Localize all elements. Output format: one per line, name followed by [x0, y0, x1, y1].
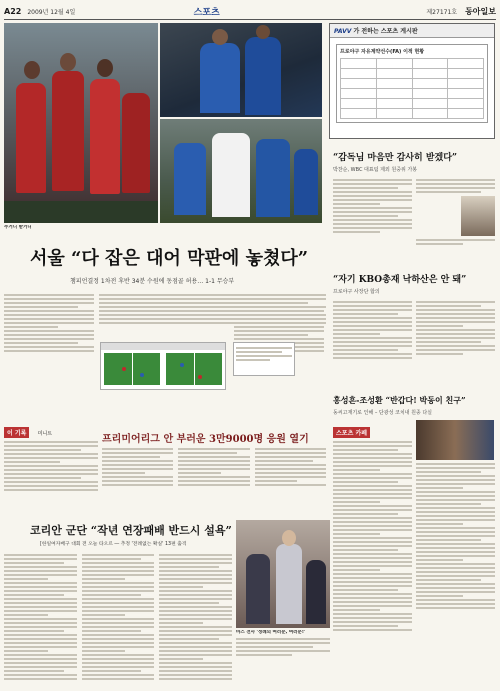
players-photo: [416, 420, 494, 460]
match-chart: [100, 342, 226, 390]
right-top-headline: “감독님 마음만 감사히 받겠다”: [333, 153, 458, 163]
page-number: A22: [4, 6, 22, 16]
left-column-story: [4, 420, 98, 492]
korea-subhead: [한일여자배구 대회 전 오늘 타오르 ― 추정 '전례없는 확실' 13편 출격: [40, 542, 187, 547]
ad-panel: [336, 44, 488, 123]
right-low-subhead: 동씨고재기로 인해 – 단광성 코치내 원종 다실: [333, 410, 432, 416]
right-low-headline: 홍성흔-조성환 “반갑다! 박동이 친구”: [333, 395, 466, 405]
ad-brand: PAVV: [334, 28, 352, 35]
pitch-graphic-1: [103, 352, 161, 386]
fans-photo: [236, 520, 330, 628]
korea-headline: 코리안 군단 “작년 연장패배 반드시 설욕”: [30, 524, 232, 537]
premier-headline: 프리미어리그 안 부러운 3만9000명 응원 열기: [102, 434, 309, 445]
section-title: 스포츠: [193, 7, 220, 18]
page-header: [4, 3, 496, 19]
suwon-players-photo: [160, 119, 322, 223]
ad-box: [329, 23, 495, 139]
coach-portrait: [461, 196, 495, 236]
ad-tagline: 가 전하는 스포츠 게시판: [353, 28, 418, 35]
bottom-caption: [236, 630, 330, 686]
sports-cafe-tag: 스포츠 카페: [333, 427, 370, 438]
korea-story-body: [4, 552, 232, 687]
suwon-celebration-photo: [160, 23, 322, 117]
pitch-graphic-2: [165, 352, 223, 386]
header-rule: [4, 19, 496, 20]
caption-title: 주거니 받거니: [4, 225, 32, 230]
main-headline: 서울 “다 잡은 대어 막판에 놓쳤다”: [30, 248, 309, 269]
right-mid-headline: “자기 KBO총재 낙하산은 안 돼”: [333, 275, 467, 285]
score-box: [233, 342, 295, 376]
issue-number: 제27171호: [426, 8, 458, 16]
right-top-story: [333, 150, 495, 260]
bottom-caption-title: 마스 전사 '정례의 여러분, 여러분!': [236, 630, 306, 635]
right-low-story: [333, 395, 495, 687]
right-top-subhead: 박찬순, WBC 대표팀 제외 원중위 가봉: [333, 167, 418, 173]
match-chart-title: [101, 343, 225, 350]
left-label: 미니트: [37, 431, 53, 437]
main-subhead: 챔피언결정 1차전 후반 34분 수원에 동점골 허용… 1-1 무승부: [70, 278, 235, 285]
premier-story-body: [102, 446, 326, 502]
newspaper-name: 동아일보: [465, 6, 496, 16]
top-photo-caption: [4, 225, 322, 239]
right-mid-subhead: 프로야구 사장단 합의: [333, 289, 380, 295]
ad-title: [330, 24, 494, 38]
left-tag: 이 기록: [4, 427, 29, 438]
fa-table: [340, 58, 484, 119]
fc-seoul-photo: [4, 23, 158, 223]
right-mid-story: [333, 272, 495, 380]
ad-panel-title: 프로야구 자유계약선수(FA) 이적 현황: [340, 49, 425, 55]
issue-date: 2009년 12월 4일: [27, 8, 76, 16]
